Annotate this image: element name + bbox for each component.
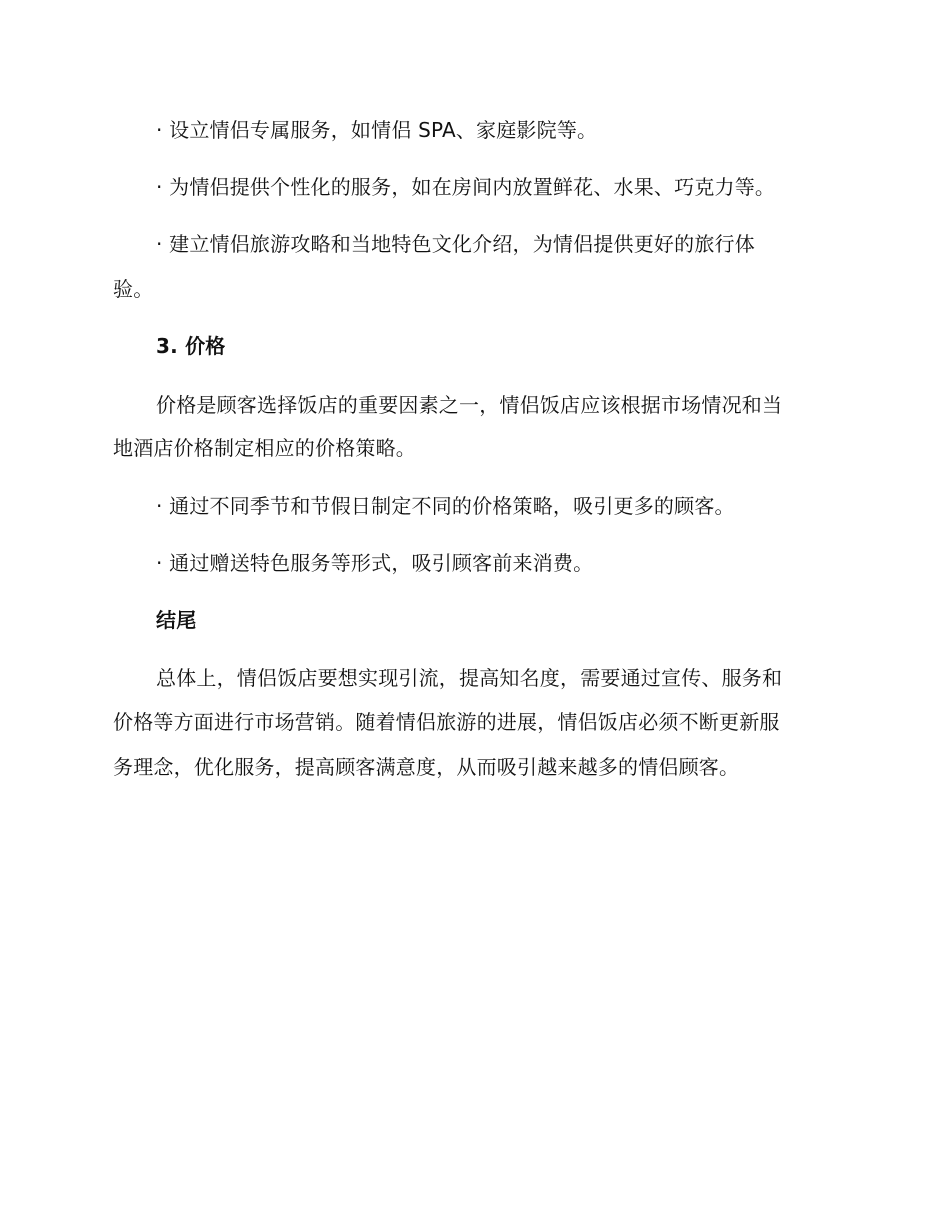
ending-paragraph-line-3: 务理念，优化服务，提高顾客满意度，从而吸引越来越多的情侣顾客。 <box>113 755 740 779</box>
ending-paragraph-line-2: 价格等方面进行市场营销。随着情侣旅游的进展，情侣饭店必须不断更新服 <box>113 710 780 734</box>
bullet-service-3-cont: 验。 <box>113 277 154 301</box>
bullet-service-3: · 建立情侣旅游攻略和当地特色文化介绍，为情侣提供更好的旅行体 <box>156 232 755 256</box>
bullet-price-2: · 通过赠送特色服务等形式，吸引顾客前来消费。 <box>156 551 594 575</box>
bullet-service-2: · 为情侣提供个性化的服务，如在房间内放置鲜花、水果、巧克力等。 <box>156 175 776 199</box>
ending-paragraph-line-1: 总体上，情侣饭店要想实现引流，提高知名度，需要通过宣传、服务和 <box>156 666 783 690</box>
price-paragraph-line-2: 地酒店价格制定相应的价格策略。 <box>113 436 416 460</box>
price-paragraph-line-1: 价格是顾客选择饭店的重要因素之一，情侣饭店应该根据市场情况和当 <box>156 393 783 417</box>
bullet-price-1: · 通过不同季节和节假日制定不同的价格策略，吸引更多的顾客。 <box>156 494 735 518</box>
bullet-service-1: · 设立情侣专属服务，如情侣 SPA、家庭影院等。 <box>156 118 598 142</box>
section-heading-price: 3. 价格 <box>156 334 226 358</box>
section-heading-ending: 结尾 <box>156 608 197 632</box>
